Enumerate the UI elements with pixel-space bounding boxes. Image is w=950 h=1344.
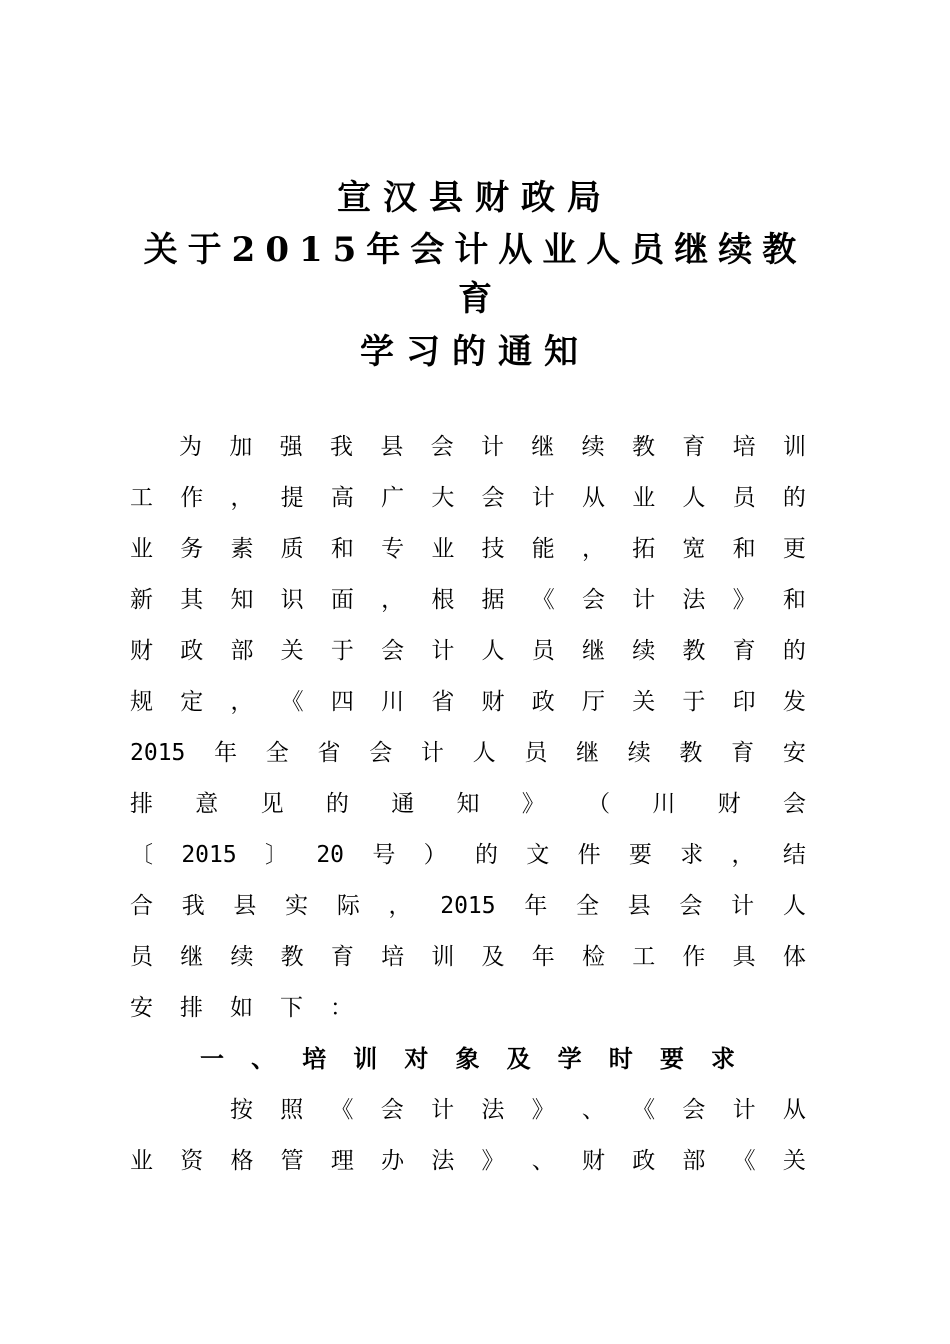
text-token: 训: [353, 1044, 378, 1073]
text-token: 的: [474, 842, 498, 868]
text-token: 的: [782, 638, 806, 664]
text-token: 新: [130, 587, 153, 613]
text-token: 拓: [632, 536, 656, 562]
title-line-4: 学习的通知: [360, 332, 590, 372]
text-token: 计: [531, 485, 555, 511]
text-token: 高: [330, 485, 354, 511]
body-line: [130, 881, 806, 931]
text-token: 业: [130, 1148, 153, 1174]
text-token: 〔: [130, 842, 153, 868]
text-token: 《: [531, 587, 555, 613]
text-token: 格: [230, 1148, 254, 1174]
text-token: 育: [682, 434, 706, 460]
text-token: 人: [682, 485, 706, 511]
text-token: 的: [782, 485, 806, 511]
text-token: 法: [481, 1097, 505, 1123]
text-token: 川: [652, 791, 676, 817]
text-token: 件: [577, 842, 601, 868]
text-token: 如: [230, 995, 253, 1021]
text-token: 省: [317, 740, 341, 766]
text-token: 面: [330, 587, 354, 613]
text-token: 年: [531, 944, 555, 970]
text-token: 和: [330, 536, 354, 562]
text-token: 提: [280, 485, 304, 511]
text-token: 安: [782, 740, 806, 766]
text-token: 安: [130, 995, 153, 1021]
text-token: 法: [682, 587, 706, 613]
text-token: 川: [381, 689, 405, 715]
text-token: 续: [632, 638, 656, 664]
text-token: 续: [581, 434, 605, 460]
text-token: 《: [732, 1148, 756, 1174]
text-token: 专: [381, 536, 405, 562]
text-token: 定: [180, 689, 204, 715]
text-token: 我: [329, 434, 353, 460]
text-token: 》: [521, 791, 545, 817]
text-token: 具: [732, 944, 756, 970]
text-token: 于: [682, 689, 706, 715]
text-token: 求: [710, 1044, 735, 1073]
text-token: 按: [230, 1097, 253, 1123]
text-token: 育: [732, 638, 756, 664]
text-token: 2015: [181, 842, 237, 868]
text-token: 会: [782, 791, 806, 817]
body-line: [130, 1136, 806, 1186]
text-token: 计: [732, 1097, 756, 1123]
text-token: 学: [557, 1044, 582, 1073]
text-token: 见: [260, 791, 284, 817]
text-token: 员: [130, 944, 153, 970]
text-token: 员: [524, 740, 548, 766]
text-token: 下: [280, 995, 303, 1021]
text-token: 全: [576, 893, 600, 919]
text-token: 财: [717, 791, 741, 817]
text-token: 关: [280, 638, 304, 664]
title-line-2: 关于2015年会计从业人员继续教: [143, 230, 807, 270]
text-token: 对: [404, 1044, 429, 1073]
body-line: [179, 422, 806, 472]
text-token: 教: [679, 740, 703, 766]
text-token: 会: [380, 1097, 404, 1123]
text-token: 政: [632, 1148, 656, 1174]
body-line: [130, 473, 806, 523]
text-token: 一: [200, 1044, 224, 1073]
text-token: 省: [431, 689, 455, 715]
text-token: （: [587, 791, 611, 817]
text-token: 法: [431, 1148, 455, 1174]
text-token: ）: [423, 842, 447, 868]
text-token: 会: [481, 485, 505, 511]
text-token: 照: [280, 1097, 304, 1123]
text-token: 时: [608, 1044, 633, 1073]
text-token: 规: [130, 689, 153, 715]
text-token: 会: [679, 893, 703, 919]
text-token: 《: [330, 1097, 354, 1123]
text-token: 继: [576, 740, 600, 766]
text-token: 县: [233, 893, 257, 919]
text-token: 计: [431, 638, 455, 664]
text-token: 及: [506, 1044, 531, 1073]
text-token: 人: [472, 740, 496, 766]
text-token: 会: [682, 1097, 706, 1123]
text-token: 大: [431, 485, 455, 511]
text-token: 关: [632, 689, 656, 715]
text-token: 工: [130, 485, 153, 511]
text-token: 续: [627, 740, 651, 766]
text-token: 作: [682, 944, 706, 970]
text-token: ，: [230, 485, 254, 511]
text-token: ：: [330, 995, 353, 1021]
body-line: [130, 575, 806, 625]
text-token: 计: [731, 893, 755, 919]
text-token: 培: [302, 1044, 327, 1073]
text-token: 育: [330, 944, 354, 970]
text-token: 广: [381, 485, 405, 511]
text-token: 其: [180, 587, 204, 613]
text-token: 全: [265, 740, 289, 766]
text-token: 工: [632, 944, 656, 970]
text-token: 、: [251, 1044, 276, 1073]
text-token: 作: [180, 485, 204, 511]
text-token: 办: [381, 1148, 405, 1174]
text-token: 技: [481, 536, 505, 562]
text-token: 《: [632, 1097, 656, 1123]
body-line: [130, 524, 806, 574]
text-token: 县: [627, 893, 651, 919]
text-token: 部: [230, 638, 254, 664]
text-token: 业: [431, 536, 455, 562]
text-token: 财: [581, 1148, 605, 1174]
text-token: 印: [732, 689, 756, 715]
text-token: 为: [179, 434, 202, 460]
text-token: 、: [531, 1148, 555, 1174]
text-token: 检: [581, 944, 605, 970]
text-token: 育: [731, 740, 755, 766]
text-token: 《: [280, 689, 304, 715]
text-token: 教: [682, 638, 706, 664]
text-token: 理: [330, 1148, 354, 1174]
text-token: 年: [524, 893, 548, 919]
body-line: [130, 626, 806, 676]
text-token: 会: [381, 638, 405, 664]
text-token: 从: [581, 485, 605, 511]
text-token: 政: [531, 689, 555, 715]
text-token: 强: [279, 434, 303, 460]
body-line: [130, 728, 806, 778]
text-token: 我: [181, 893, 205, 919]
text-token: 计: [420, 740, 444, 766]
text-token: 财: [130, 638, 153, 664]
text-token: 年: [214, 740, 238, 766]
text-token: 及: [481, 944, 505, 970]
text-token: 续: [230, 944, 254, 970]
text-token: 素: [230, 536, 254, 562]
text-token: 务: [180, 536, 204, 562]
text-token: 意: [195, 791, 219, 817]
title-line-1: 宣汉县财政局: [337, 178, 613, 218]
text-token: 员: [531, 638, 555, 664]
text-token: 体: [782, 944, 806, 970]
body-line: [230, 1085, 806, 1135]
text-token: 训: [782, 434, 806, 460]
body-line: [130, 677, 806, 727]
text-token: 四: [330, 689, 354, 715]
text-token: 和: [732, 536, 756, 562]
text-token: 会: [369, 740, 393, 766]
text-token: 象: [455, 1044, 480, 1073]
text-token: 于: [330, 638, 354, 664]
text-token: 计: [480, 434, 504, 460]
text-token: 排: [180, 995, 203, 1021]
text-token: 人: [481, 638, 505, 664]
text-token: 》: [732, 587, 756, 613]
text-token: 知: [456, 791, 480, 817]
text-token: 、: [581, 1097, 605, 1123]
text-token: 宽: [682, 536, 706, 562]
text-token: 资: [180, 1148, 204, 1174]
text-token: 要: [659, 1044, 684, 1073]
text-token: 根: [431, 587, 455, 613]
text-token: 质: [280, 536, 304, 562]
body-line: [130, 830, 806, 880]
text-token: ，: [731, 842, 755, 868]
text-token: 求: [680, 842, 704, 868]
text-token: 2015: [130, 740, 186, 766]
text-token: 通: [391, 791, 415, 817]
text-token: ，: [381, 587, 405, 613]
text-token: 教: [631, 434, 655, 460]
text-token: 继: [531, 434, 555, 460]
text-token: 能: [531, 536, 555, 562]
text-token: 20: [316, 842, 345, 868]
text-token: 政: [180, 638, 204, 664]
text-token: 业: [632, 485, 656, 511]
text-token: 要: [628, 842, 652, 868]
text-token: 》: [481, 1148, 505, 1174]
text-token: ，: [581, 536, 605, 562]
text-token: 人: [782, 893, 806, 919]
text-token: 会: [581, 587, 605, 613]
text-token: 的: [325, 791, 349, 817]
text-token: 继: [180, 944, 204, 970]
text-token: 和: [782, 587, 806, 613]
text-token: 〕: [265, 842, 289, 868]
text-token: 县: [380, 434, 404, 460]
text-token: 业: [130, 536, 153, 562]
text-token: 关: [782, 1148, 806, 1174]
text-token: 部: [682, 1148, 706, 1174]
text-token: 》: [531, 1097, 555, 1123]
title-line-3: 育: [458, 279, 492, 319]
text-token: 更: [782, 536, 806, 562]
text-token: 知: [230, 587, 254, 613]
text-token: 继: [581, 638, 605, 664]
text-token: 培: [381, 944, 405, 970]
text-token: ，: [230, 689, 254, 715]
text-token: 合: [130, 893, 153, 919]
text-token: 实: [285, 893, 309, 919]
text-token: 员: [732, 485, 756, 511]
text-token: 培: [732, 434, 756, 460]
text-token: 号: [372, 842, 396, 868]
text-token: 结: [782, 842, 806, 868]
text-token: 从: [782, 1097, 806, 1123]
text-token: 文: [526, 842, 550, 868]
text-token: ，: [388, 893, 412, 919]
text-token: 计: [632, 587, 656, 613]
text-token: 发: [782, 689, 806, 715]
body-line: [130, 779, 806, 829]
text-token: 际: [336, 893, 360, 919]
text-token: 管: [280, 1148, 304, 1174]
text-token: 厅: [581, 689, 605, 715]
text-token: 教: [280, 944, 304, 970]
text-token: 2015: [440, 893, 496, 919]
body-line: [130, 932, 806, 982]
text-token: 排: [130, 791, 153, 817]
text-token: 据: [481, 587, 505, 613]
section-heading: [200, 1034, 735, 1084]
text-token: 加: [229, 434, 253, 460]
text-token: 计: [431, 1097, 455, 1123]
body-line: [130, 983, 806, 1033]
text-token: 识: [280, 587, 304, 613]
text-token: 训: [431, 944, 455, 970]
text-token: 财: [481, 689, 505, 715]
text-token: 会: [430, 434, 454, 460]
